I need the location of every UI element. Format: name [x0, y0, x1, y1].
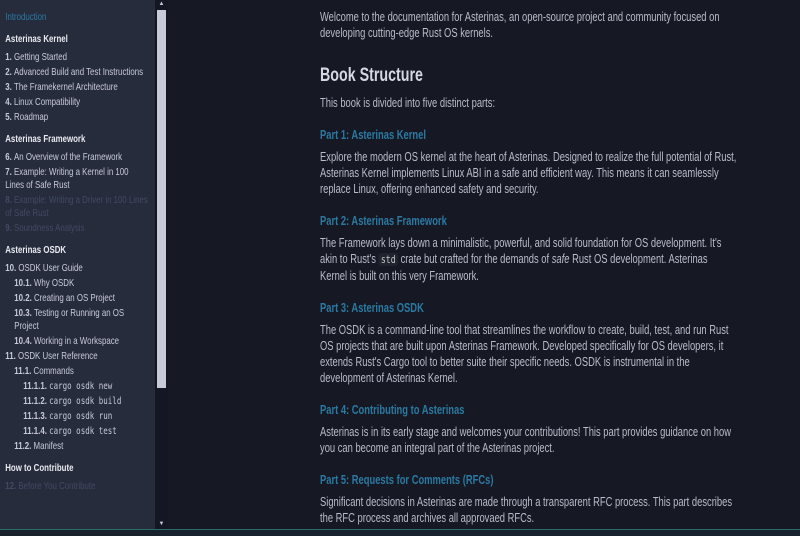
chapter-number: 10. — [5, 262, 19, 274]
sidebar-part-title: How to Contribute — [5, 462, 74, 474]
part-3-paragraph: The OSDK is a command-line tool that streamlines the workflow to create, build, test, and run Rust OS projects that are built upon Asterinas Framework. Developed specifically for OS developers, it extends Rust's Cargo tool to better suite their specific needs. OSDK is instrumental in the development of Asterinas Kernel. — [320, 323, 729, 385]
chapter-label: Creating an OS Project — [33, 292, 115, 304]
chapter-label: Before You Contribute — [18, 480, 96, 492]
chapter-label: cargo osdk run — [49, 411, 113, 422]
chapter-number: 9. — [5, 222, 15, 234]
part-2-paragraph — [320, 235, 737, 284]
part-2-text-post: Rust OS development. Asterinas Kernel is built on this very Framework. — [320, 252, 708, 283]
chapter-label: Manifest — [33, 440, 64, 452]
sidebar-item[interactable] — [5, 395, 149, 408]
part-2-emphasis: safe — [551, 252, 570, 266]
chapter-label: Working in a Workspace — [33, 335, 120, 347]
chapter-number: 3. — [5, 81, 15, 93]
chapter-label: OSDK User Reference — [17, 350, 98, 362]
chapter-number: 4. — [5, 96, 15, 108]
sidebar-toc — [0, 0, 155, 529]
part-1-paragraph: Explore the modern OS kernel at the heart of Asterinas. Designed to realize the full potential of Rust, Asterinas Kernel implements Linux ABI in a safe and efficient way. This means it can seamlessly replace Linux, offering enhanced safety and security. — [320, 150, 737, 196]
sidebar-item[interactable] — [5, 151, 149, 164]
chapter-label: Linux Compatibility — [14, 96, 81, 108]
chapter-number: 6. — [5, 151, 15, 163]
sidebar-item[interactable] — [5, 440, 149, 453]
chapter-number: 10.3. — [14, 307, 34, 319]
chapter-number: 8. — [5, 194, 15, 206]
chapter-label: Roadmap — [14, 111, 49, 123]
section-heading-part-2 — [320, 214, 737, 228]
page-title: Book Structure — [320, 65, 423, 86]
sidebar-item — [5, 194, 149, 220]
part-2-text-pre: The Framework lays down a minimalistic, powerful, and solid foundation for OS development. It's akin to Rust's — [320, 236, 722, 266]
sidebar-scrollbar[interactable] — [155, 0, 168, 529]
scroll-down-icon[interactable]: ▼ — [158, 521, 165, 527]
chapter-label: Introduction — [5, 11, 47, 23]
chapter-number: 1. — [5, 51, 15, 63]
chapter-label: Getting Started — [14, 51, 67, 63]
chapter-label: Soundness Analysis — [14, 222, 85, 234]
chapter-number: 10.2. — [14, 292, 34, 304]
chapter-number: 7. — [5, 166, 15, 178]
chapter-number: 2. — [5, 66, 15, 78]
part-2-link[interactable]: Part 2: Asterinas Framework — [320, 214, 447, 228]
sidebar-item[interactable] — [5, 425, 149, 438]
chapter-number: 11.1. — [14, 365, 34, 377]
chapter-number: 11.1.1. — [23, 380, 50, 392]
chapter-label: Example: Writing a Kernel in 100 Lines of Safe Rust — [5, 166, 129, 191]
part-4-link[interactable]: Part 4: Contributing to Asterinas — [320, 403, 465, 417]
chapter-label: OSDK User Guide — [18, 262, 83, 274]
sidebar-item[interactable] — [5, 111, 149, 124]
chapter-number: 5. — [5, 111, 15, 123]
section-heading-part-1 — [320, 128, 737, 142]
chapter-label: cargo osdk build — [49, 396, 122, 407]
sidebar-item — [5, 222, 149, 235]
intro-paragraph: Welcome to the documentation for Asterinas, an open-source project and community focused on developing cutting-edge Rust OS kernels. — [320, 10, 720, 40]
lede-paragraph: This book is divided into five distinct parts: — [320, 96, 496, 110]
sidebar-item[interactable] — [5, 277, 149, 290]
sidebar-item[interactable] — [5, 81, 149, 94]
section-heading-part-4 — [320, 403, 737, 417]
chapter-number: 10.4. — [14, 335, 34, 347]
chapter-label: Testing or Running an OS Project — [14, 307, 125, 332]
sidebar-item[interactable] — [5, 365, 149, 378]
bottom-bar — [0, 529, 800, 536]
section-heading-part-3 — [320, 301, 737, 315]
section-heading-part-5 — [320, 473, 737, 487]
sidebar-item[interactable] — [5, 96, 149, 109]
sidebar-item[interactable] — [5, 262, 149, 275]
chapter-number: 11.1.3. — [23, 410, 50, 422]
toc-list — [0, 0, 155, 493]
sidebar-item[interactable] — [5, 166, 149, 192]
chapter-label: Why OSDK — [33, 277, 75, 289]
chapter-number: 11.1.4. — [23, 425, 50, 437]
sidebar-item[interactable] — [5, 307, 149, 333]
part-2-text-mid: crate but crafted for the demands of — [398, 252, 552, 266]
sidebar-item[interactable] — [5, 380, 149, 393]
part-5-link[interactable]: Part 5: Requests for Comments (RFCs) — [320, 473, 494, 487]
sidebar-item[interactable] — [5, 350, 149, 363]
chapter-label: Commands — [33, 365, 74, 377]
sidebar-item[interactable] — [5, 292, 149, 305]
sidebar-item — [5, 480, 149, 493]
chapter-number: 11.1.2. — [23, 395, 50, 407]
chapter-label: cargo osdk new — [49, 381, 113, 392]
sidebar-item[interactable] — [5, 410, 149, 423]
chapter-number: 12. — [5, 480, 19, 492]
sidebar-part-title: Asterinas OSDK — [5, 244, 67, 256]
sidebar-part-title: Asterinas Framework — [5, 133, 86, 145]
content-area — [168, 0, 800, 529]
chapter-number: 10.1. — [14, 277, 34, 289]
chapter-label: The Framekernel Architecture — [14, 81, 118, 93]
sidebar-part-title: Asterinas Kernel — [5, 33, 68, 45]
part-1-link[interactable]: Part 1: Asterinas Kernel — [320, 128, 426, 142]
scrollbar-thumb[interactable] — [157, 10, 166, 388]
sidebar-item[interactable] — [5, 66, 149, 79]
chapter-number: 11.2. — [14, 440, 34, 452]
scroll-up-icon[interactable]: ▲ — [158, 1, 165, 7]
sidebar-item[interactable] — [5, 51, 149, 64]
part-5-paragraph: Significant decisions in Asterinas are made through a transparent RFC process. This part describes the RFC process and archives all approvaed RFCs. — [320, 495, 733, 525]
part-3-link[interactable]: Part 3: Asterinas OSDK — [320, 301, 424, 315]
chapter-label: Example: Writing a Driver in 100 Lines of Safe Rust — [5, 194, 148, 219]
sidebar-item[interactable] — [5, 11, 149, 24]
chapter-label: Advanced Build and Test Instructions — [14, 66, 144, 78]
chapter-number: 11. — [5, 350, 18, 362]
part-4-paragraph: Asterinas is in its early stage and welcomes your contributions! This part provides guidance on how you can become an integral part of the Asterinas project. — [320, 425, 731, 455]
chapter-label: An Overview of the Framework — [14, 151, 123, 163]
inline-code-std: std — [379, 253, 398, 266]
chapter-label: cargo osdk test — [49, 426, 117, 437]
sidebar-item[interactable] — [5, 335, 149, 348]
